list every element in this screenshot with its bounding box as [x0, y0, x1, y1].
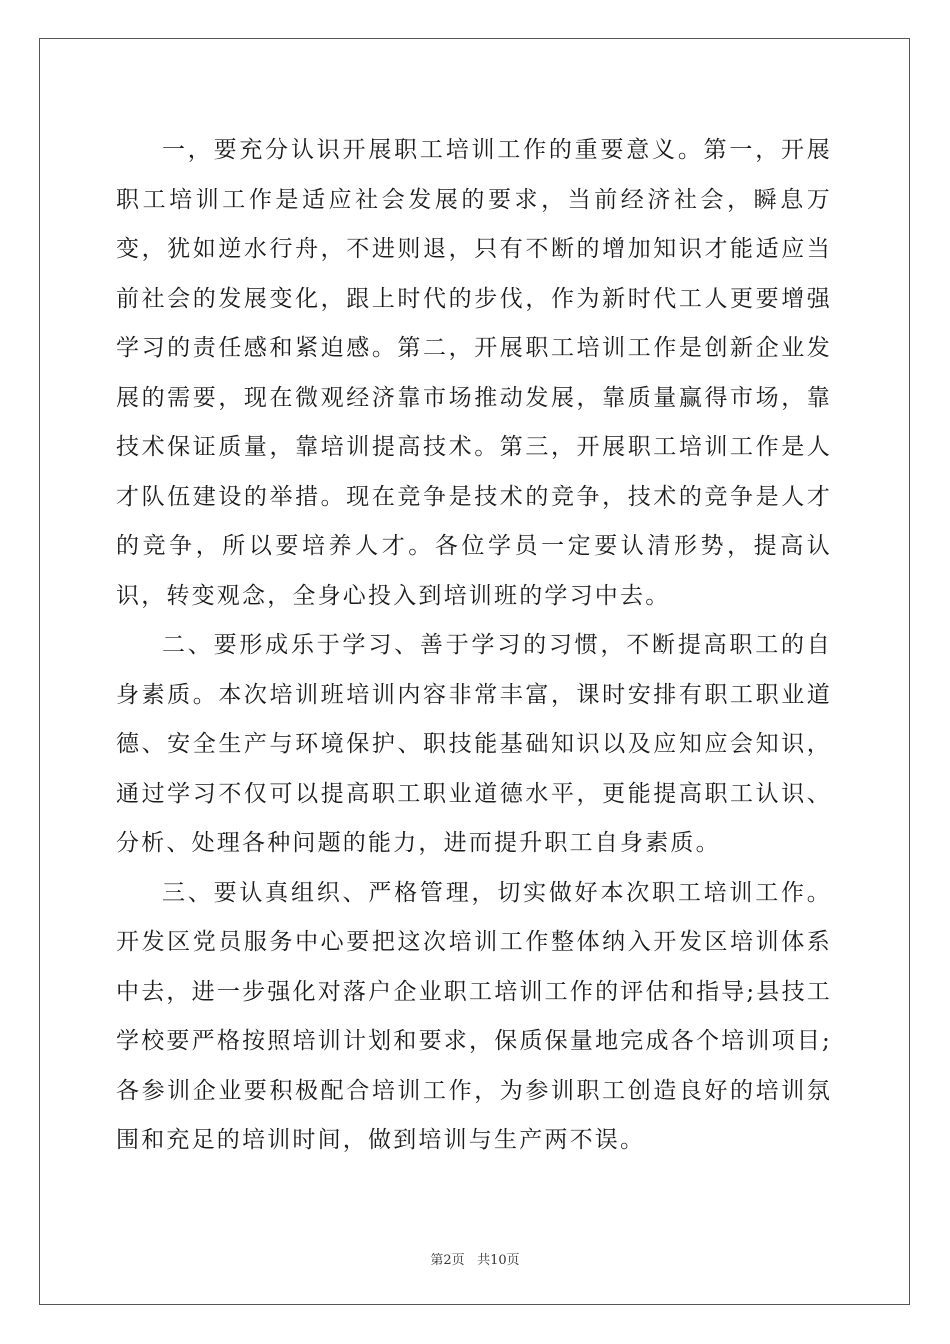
page-footer: [0, 1249, 950, 1268]
paragraph-1: 一，要充分认识开展职工培训工作的重要意义。第一，开展职工培训工作是适应社会发展的要求，当前经济社会，瞬息万变，犹如逆水行舟，不进则退，只有不断的增加知识才能适应当前社会的发展变化，跟上时代的步伐，作为新时代工人更要增强学习的责任感和紧迫感。第二，开展职工培训工作是创新企业发展的需要，现在微观经济靠市场推动发展，靠质量赢得市场，靠技术保证质量，靠培训提高技术。第三，开展职工培训工作是人才队伍建设的举措。现在竞争是技术的竞争，技术的竞争是人才的竞争，所以要培养人才。各位学员一定要认清形势，提高认识，转变观念，全身心投入到培训班的学习中去。: [116, 137, 832, 609]
footer-separator: [465, 1253, 477, 1268]
page-number: 第2页: [430, 1253, 465, 1268]
document-body: [116, 126, 832, 1166]
total-pages: 共10页: [477, 1253, 520, 1268]
paragraph-2: 二、要形成乐于学习、善于学习的习惯，不断提高职工的自身素质。本次培训班培训内容非常丰富，课时安排有职工职业道德、安全生产与环境保护、职技能基础知识以及应知应会知识，通过学习不仅可以提高职工职业道德水平，更能提高职工认识、分析、处理各种问题的能力，进而提升职工自身素质。: [116, 632, 832, 856]
paragraph-3: 三、要认真组织、严格管理，切实做好本次职工培训工作。开发区党员服务中心要把这次培训工作整体纳入开发区培训体系中去，进一步强化对落户企业职工培训工作的评估和指导;县技工学校要严格按照培训计划和要求，保质保量地完成各个培训项目;各参训企业要积极配合培训工作，为参训职工创造良好的培训氛围和充足的培训时间，做到培训与生产两不误。: [116, 879, 832, 1153]
